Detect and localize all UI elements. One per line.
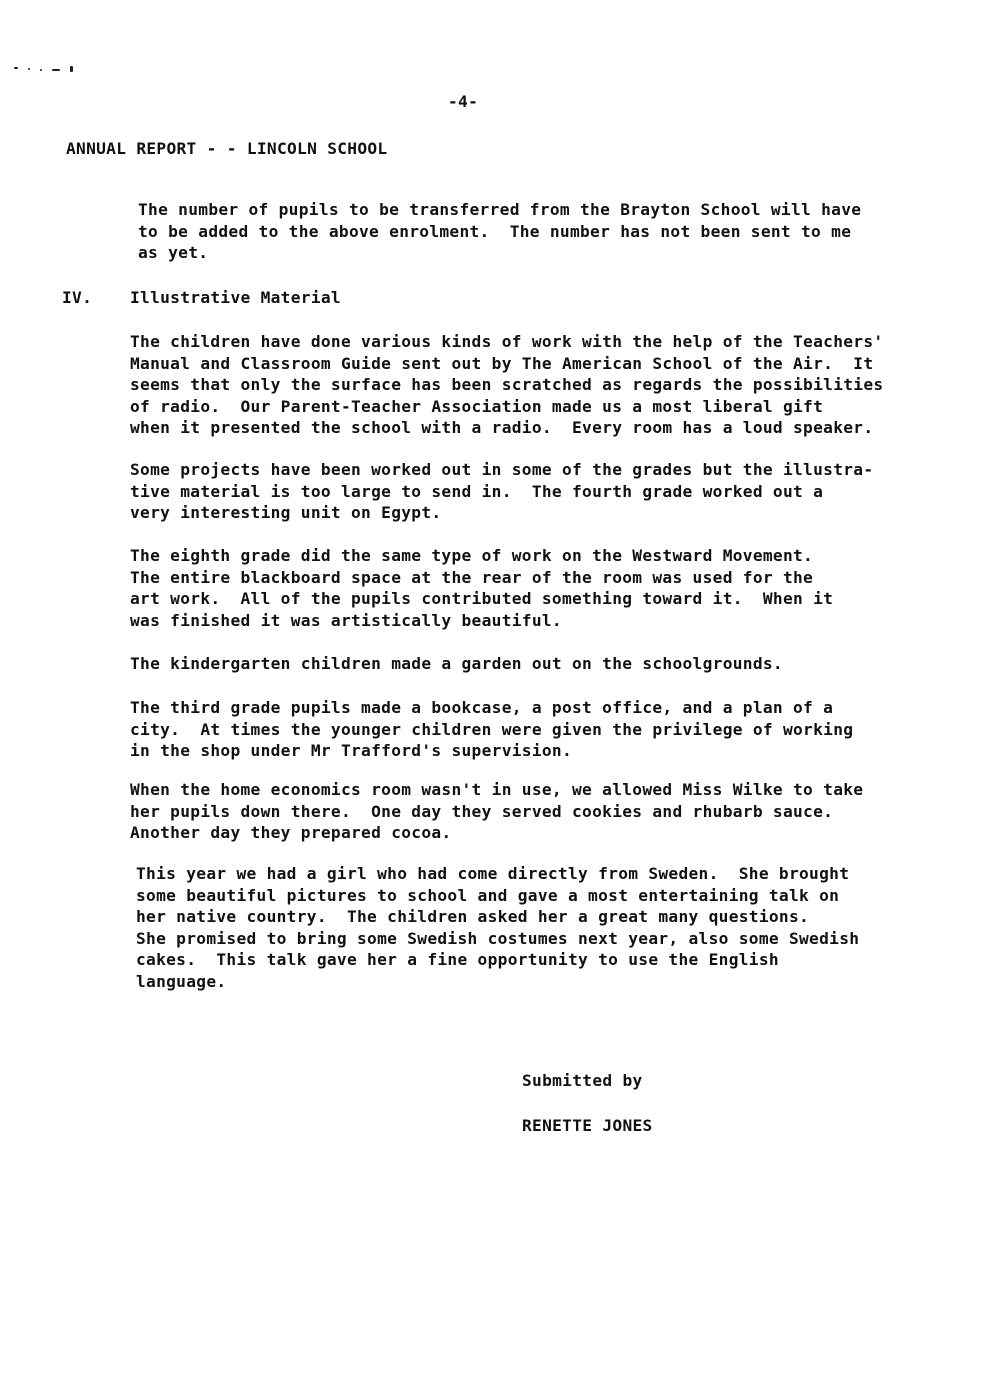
- paragraph-sweden: [136, 863, 956, 992]
- paragraph-line: city. At times the younger children were given the privilege of working: [130, 719, 854, 739]
- section-number: IV.: [62, 288, 93, 307]
- paragraph-line: very interesting unit on Egypt.: [130, 503, 442, 522]
- paragraph-line: her pupils down there. One day they served cookies and rhubarb sauce.: [130, 801, 834, 821]
- paragraph-line: some beautiful pictures to school and gave a most entertaining talk on: [136, 885, 840, 905]
- paragraph-line: Manual and Classroom Guide sent out by The American School of the Air. It: [130, 353, 874, 373]
- paragraph-line: The eighth grade did the same type of work on the Westward Movement.: [130, 546, 814, 565]
- intro-paragraph: [138, 199, 958, 264]
- margin-specks: [14, 64, 84, 74]
- paragraph-line: This year we had a girl who had come directly from Sweden. She brought: [136, 864, 850, 883]
- paragraph-line: language.: [136, 971, 227, 991]
- paragraph-eighth-grade: [130, 545, 950, 631]
- paragraph-kindergarten: [130, 653, 950, 675]
- report-header: ANNUAL REPORT - - LINCOLN SCHOOL: [66, 139, 388, 158]
- paragraph-line: seems that only the surface has been scratched as regards the possibilities: [130, 375, 884, 394]
- paragraph-home-economics: [130, 779, 950, 844]
- paragraph-line: was finished it was artistically beautiful.: [130, 610, 562, 630]
- paragraph-line: when it presented the school with a radio. Every room has a loud speaker.: [130, 418, 874, 437]
- paragraph-line: her native country. The children asked her a great many questions.: [136, 907, 810, 926]
- paragraph-line: The number of pupils to be transferred from the Brayton School will have: [138, 200, 862, 219]
- paragraph-projects: [130, 459, 950, 524]
- paragraph-line: cakes. This talk gave her a fine opportunity to use the English: [136, 950, 779, 969]
- paragraph-line: When the home economics room wasn't in use, we allowed Miss Wilke to take: [130, 780, 864, 799]
- paragraph-line: The kindergarten children made a garden out on the schoolgrounds.: [130, 654, 783, 673]
- paragraph-line: Another day they prepared cocoa.: [130, 823, 452, 842]
- paragraph-line: She promised to bring some Swedish costumes next year, also some Swedish: [136, 928, 860, 948]
- paragraph-line: art work. All of the pupils contributed something toward it. When it: [130, 589, 834, 608]
- paragraph-line: The entire blackboard space at the rear of the room was used for the: [130, 567, 814, 587]
- paragraph-line: of radio. Our Parent-Teacher Association made us a most liberal gift: [130, 396, 824, 416]
- paragraph-line: The children have done various kinds of work with the help of the Teachers': [130, 332, 884, 351]
- paragraph-line: The third grade pupils made a bookcase, a post office, and a plan of a: [130, 698, 834, 717]
- paragraph-line: as yet.: [138, 243, 209, 262]
- paragraph-third-grade: [130, 697, 950, 762]
- paragraph-line: to be added to the above enrolment. The number has not been sent to me: [138, 221, 852, 241]
- author-signature-name: RENETTE JONES: [522, 1116, 653, 1135]
- page-number: -4-: [448, 92, 479, 111]
- submitted-by-label: Submitted by: [522, 1071, 643, 1090]
- paragraph-line: Some projects have been worked out in some of the grades but the illustra-: [130, 460, 874, 479]
- paragraph-line: in the shop under Mr Trafford's supervision.: [130, 741, 573, 760]
- paragraph-line: tive material is too large to send in. The fourth grade worked out a: [130, 481, 824, 501]
- section-title: Illustrative Material: [130, 288, 341, 307]
- paragraph-radio: [130, 331, 950, 439]
